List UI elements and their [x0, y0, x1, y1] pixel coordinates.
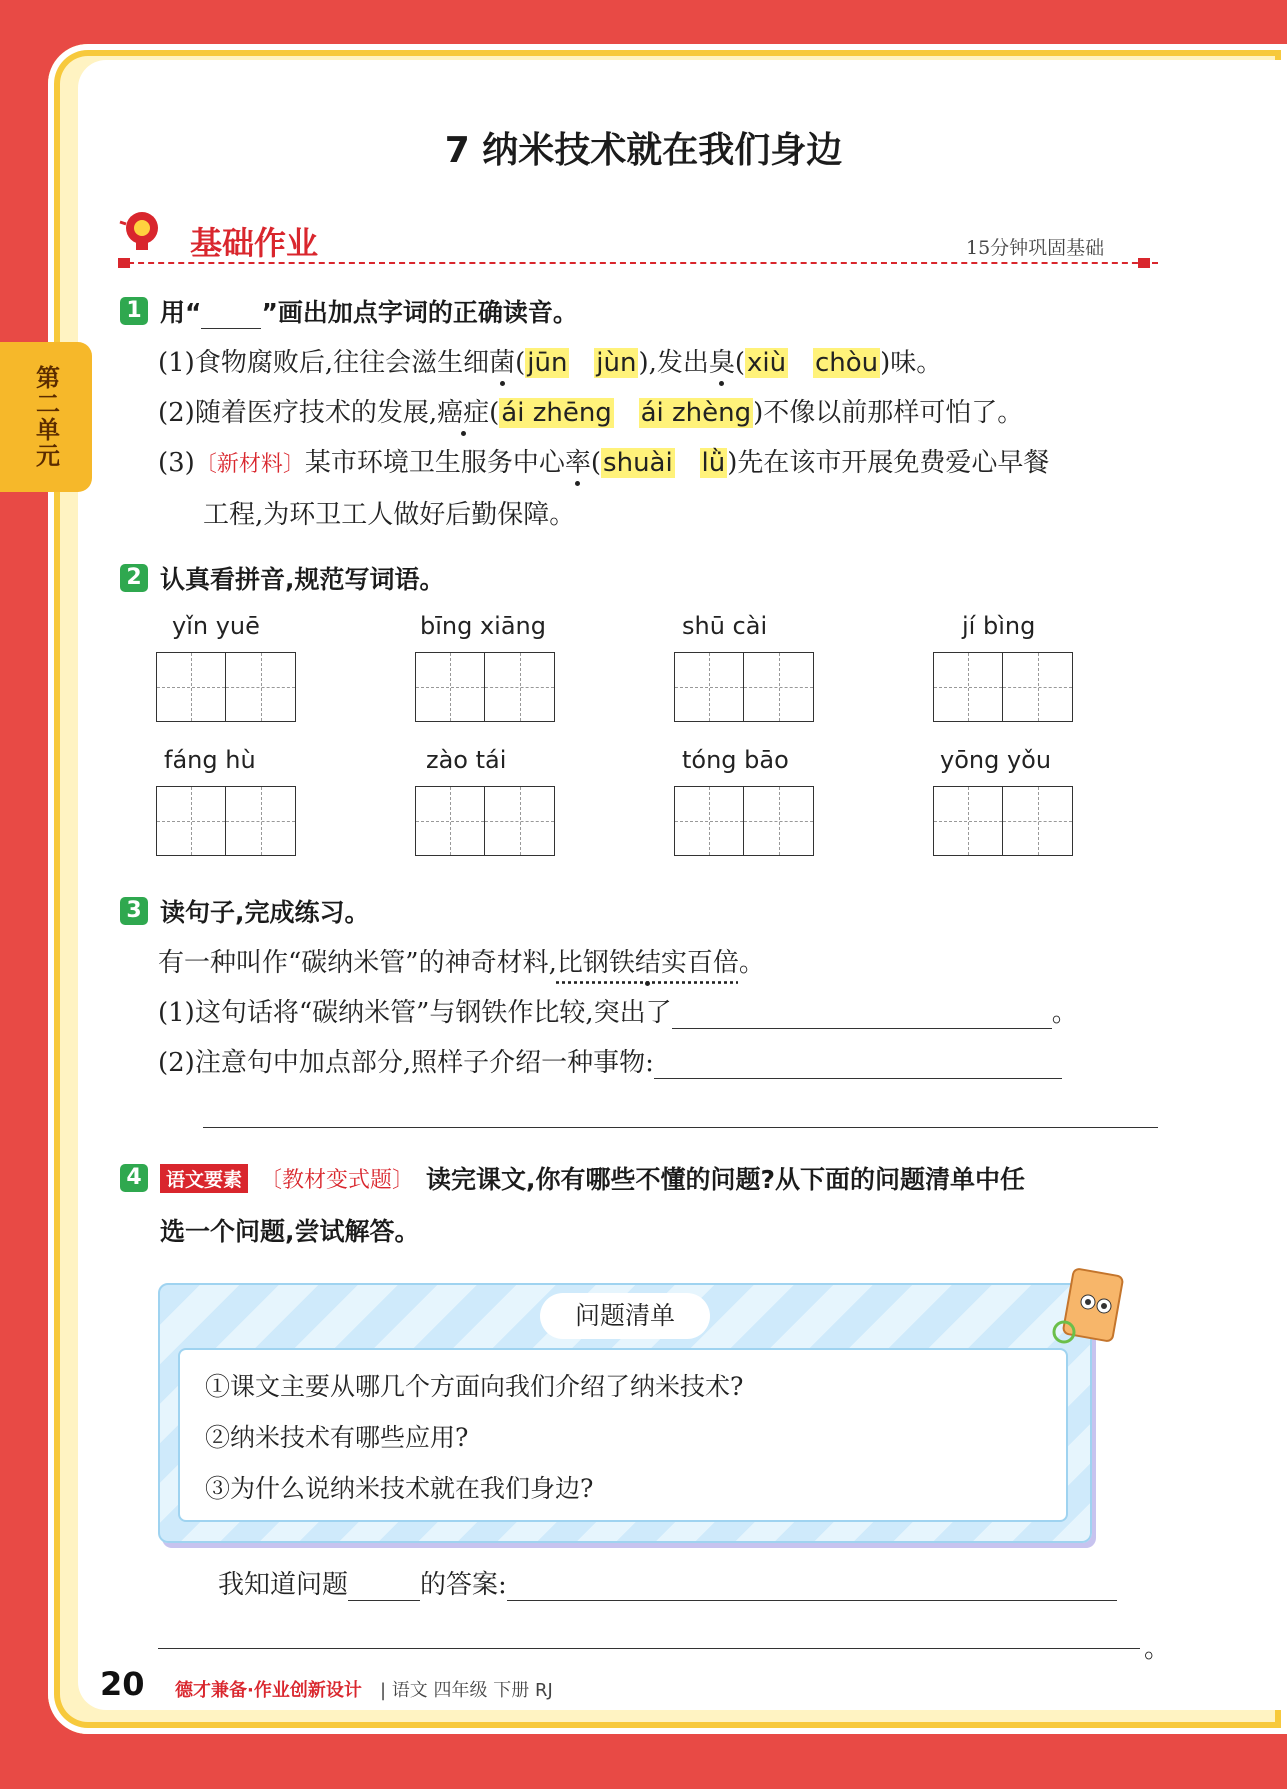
text: 某市环境卫生服务中心 [304, 448, 565, 478]
pinyin-label: yōng yǒu [940, 746, 1052, 774]
divider-end-right [1138, 258, 1150, 268]
q1-prompt-a: 用“ [160, 298, 202, 327]
text: ( [734, 348, 746, 378]
question-2 [120, 560, 445, 596]
writing-grid[interactable] [933, 652, 1073, 722]
writing-grid[interactable] [674, 786, 814, 856]
question-item: ③为什么说纳米技术就在我们身边? [205, 1474, 594, 1503]
underline-sample [201, 328, 261, 329]
dotted-phrase: 比钢铁结实百倍 [556, 948, 739, 978]
writing-grid[interactable] [933, 786, 1073, 856]
text: ( [515, 348, 526, 378]
text: (2)注意句中加点部分,照样子介绍一种事物: [158, 1048, 654, 1078]
text: 我知道问题 [218, 1570, 349, 1600]
q1-line-1 [158, 342, 942, 379]
text: (2)随着医疗技术的发展, [158, 398, 438, 428]
q3-line-1 [158, 992, 1078, 1029]
q3-prompt: 读句子,完成练习。 [160, 898, 370, 927]
pinyin-option[interactable]: ái zhèng [640, 398, 752, 428]
question-item: ②纳米技术有哪些应用? [205, 1423, 469, 1452]
question-4 [120, 1160, 1025, 1196]
writing-grid[interactable] [415, 786, 555, 856]
dotted-char: 率 [564, 448, 591, 478]
text: 。 [1144, 1634, 1171, 1664]
pinyin-option[interactable]: ái zhēng [501, 398, 612, 428]
text: 有一种叫作“碳纳米管”的神奇材料, [158, 948, 557, 978]
text: )先在该市开展免费爱心早餐 [727, 448, 1050, 478]
text: ),发出 [638, 348, 709, 378]
answer-line[interactable] [507, 1576, 1117, 1601]
lightbulb-icon [118, 208, 162, 256]
question-number: 3 [120, 897, 148, 925]
q3-sentence [158, 942, 765, 979]
pinyin-option[interactable]: jùn [596, 348, 637, 378]
writing-grid[interactable] [415, 652, 555, 722]
unit-tab-label: 第二单元 [31, 365, 60, 469]
new-material-tag: 〔新材料〕 [194, 452, 305, 477]
dotted-char: 癌症 [437, 398, 490, 428]
pinyin-option[interactable]: shuài [603, 448, 673, 478]
pinyin-label: bīng xiāng [420, 612, 546, 640]
q1-prompt-b: ”画出加点字词的正确读音。 [261, 298, 578, 327]
text: (3) [158, 448, 195, 478]
pinyin-option[interactable]: chòu [814, 348, 879, 378]
q2-prompt: 认真看拼音,规范写词语。 [160, 565, 445, 594]
pinyin-option[interactable]: jūn [527, 348, 568, 378]
writing-grid[interactable] [156, 652, 296, 722]
answer-line[interactable] [654, 1054, 1062, 1079]
dotted-char: 菌 [489, 348, 516, 378]
answer-blank[interactable] [348, 1576, 420, 1601]
question-number: 4 [120, 1164, 148, 1192]
text: 。 [1051, 998, 1078, 1028]
pinyin-label: fáng hù [164, 746, 256, 774]
text: 。 [738, 948, 765, 978]
question-item: ①课文主要从哪几个方面向我们介绍了纳米技术? [205, 1372, 744, 1401]
divider-end-left [118, 258, 130, 268]
textbook-variant-tag: 〔教材变式题〕 [260, 1167, 415, 1193]
pinyin-label: jí bìng [962, 612, 1036, 640]
section-divider [118, 262, 1158, 264]
q4-prompt: 读完课文,你有哪些不懂的问题?从下面的问题清单中任 [426, 1165, 1026, 1194]
writing-grid[interactable] [674, 652, 814, 722]
text: (1)这句话将“碳纳米管”与钢铁作比较,突出了 [158, 998, 672, 1028]
section-note: 15分钟巩固基础 [966, 237, 1105, 259]
text: 的答案: [420, 1570, 507, 1600]
pinyin-label: yǐn yuē [172, 612, 260, 640]
footer-info: | 语文 四年级 下册 RJ [380, 1680, 553, 1701]
question-list-title: 问题清单 [540, 1293, 710, 1339]
q4-prompt-2: 选一个问题,尝试解答。 [160, 1217, 420, 1246]
q1-line-2 [158, 392, 1023, 429]
page-title: 7 纳米技术就在我们身边 [444, 130, 843, 171]
footer-brand: 德才兼备·作业创新设计 [175, 1680, 362, 1701]
pinyin-label: tóng bāo [682, 746, 789, 774]
page-number: 20 [100, 1665, 145, 1703]
dotted-char: 臭 [708, 348, 735, 378]
section-title: 基础作业 [190, 224, 319, 262]
question-1 [120, 293, 578, 329]
question-number: 1 [120, 297, 148, 325]
text: )味。 [880, 348, 943, 378]
literacy-badge: 语文要素 [160, 1164, 248, 1193]
q3-line-2 [158, 1042, 1062, 1079]
answer-line[interactable] [158, 1648, 1140, 1649]
question-number: 2 [120, 564, 148, 592]
text: ( [590, 448, 602, 478]
text: ( [489, 398, 500, 428]
book-mascot-icon [1050, 1262, 1130, 1372]
writing-grid[interactable] [156, 786, 296, 856]
q1-line-3b: 工程,为环卫工人做好后勤保障。 [203, 500, 576, 530]
answer-line[interactable] [203, 1127, 1158, 1128]
text: )不像以前那样可怕了。 [753, 398, 1024, 428]
pinyin-option[interactable]: xiù [747, 348, 787, 378]
q4-answer [218, 1564, 1117, 1601]
text: (1)食物腐败后,往往会滋生细 [158, 348, 490, 378]
answer-line[interactable] [672, 1004, 1052, 1029]
pinyin-label: zào tái [426, 746, 507, 774]
pinyin-label: shū cài [682, 612, 768, 640]
pinyin-option[interactable]: lǜ [701, 448, 726, 478]
q1-line-3 [158, 442, 1049, 479]
unit-tab [0, 342, 92, 492]
question-3 [120, 893, 370, 929]
